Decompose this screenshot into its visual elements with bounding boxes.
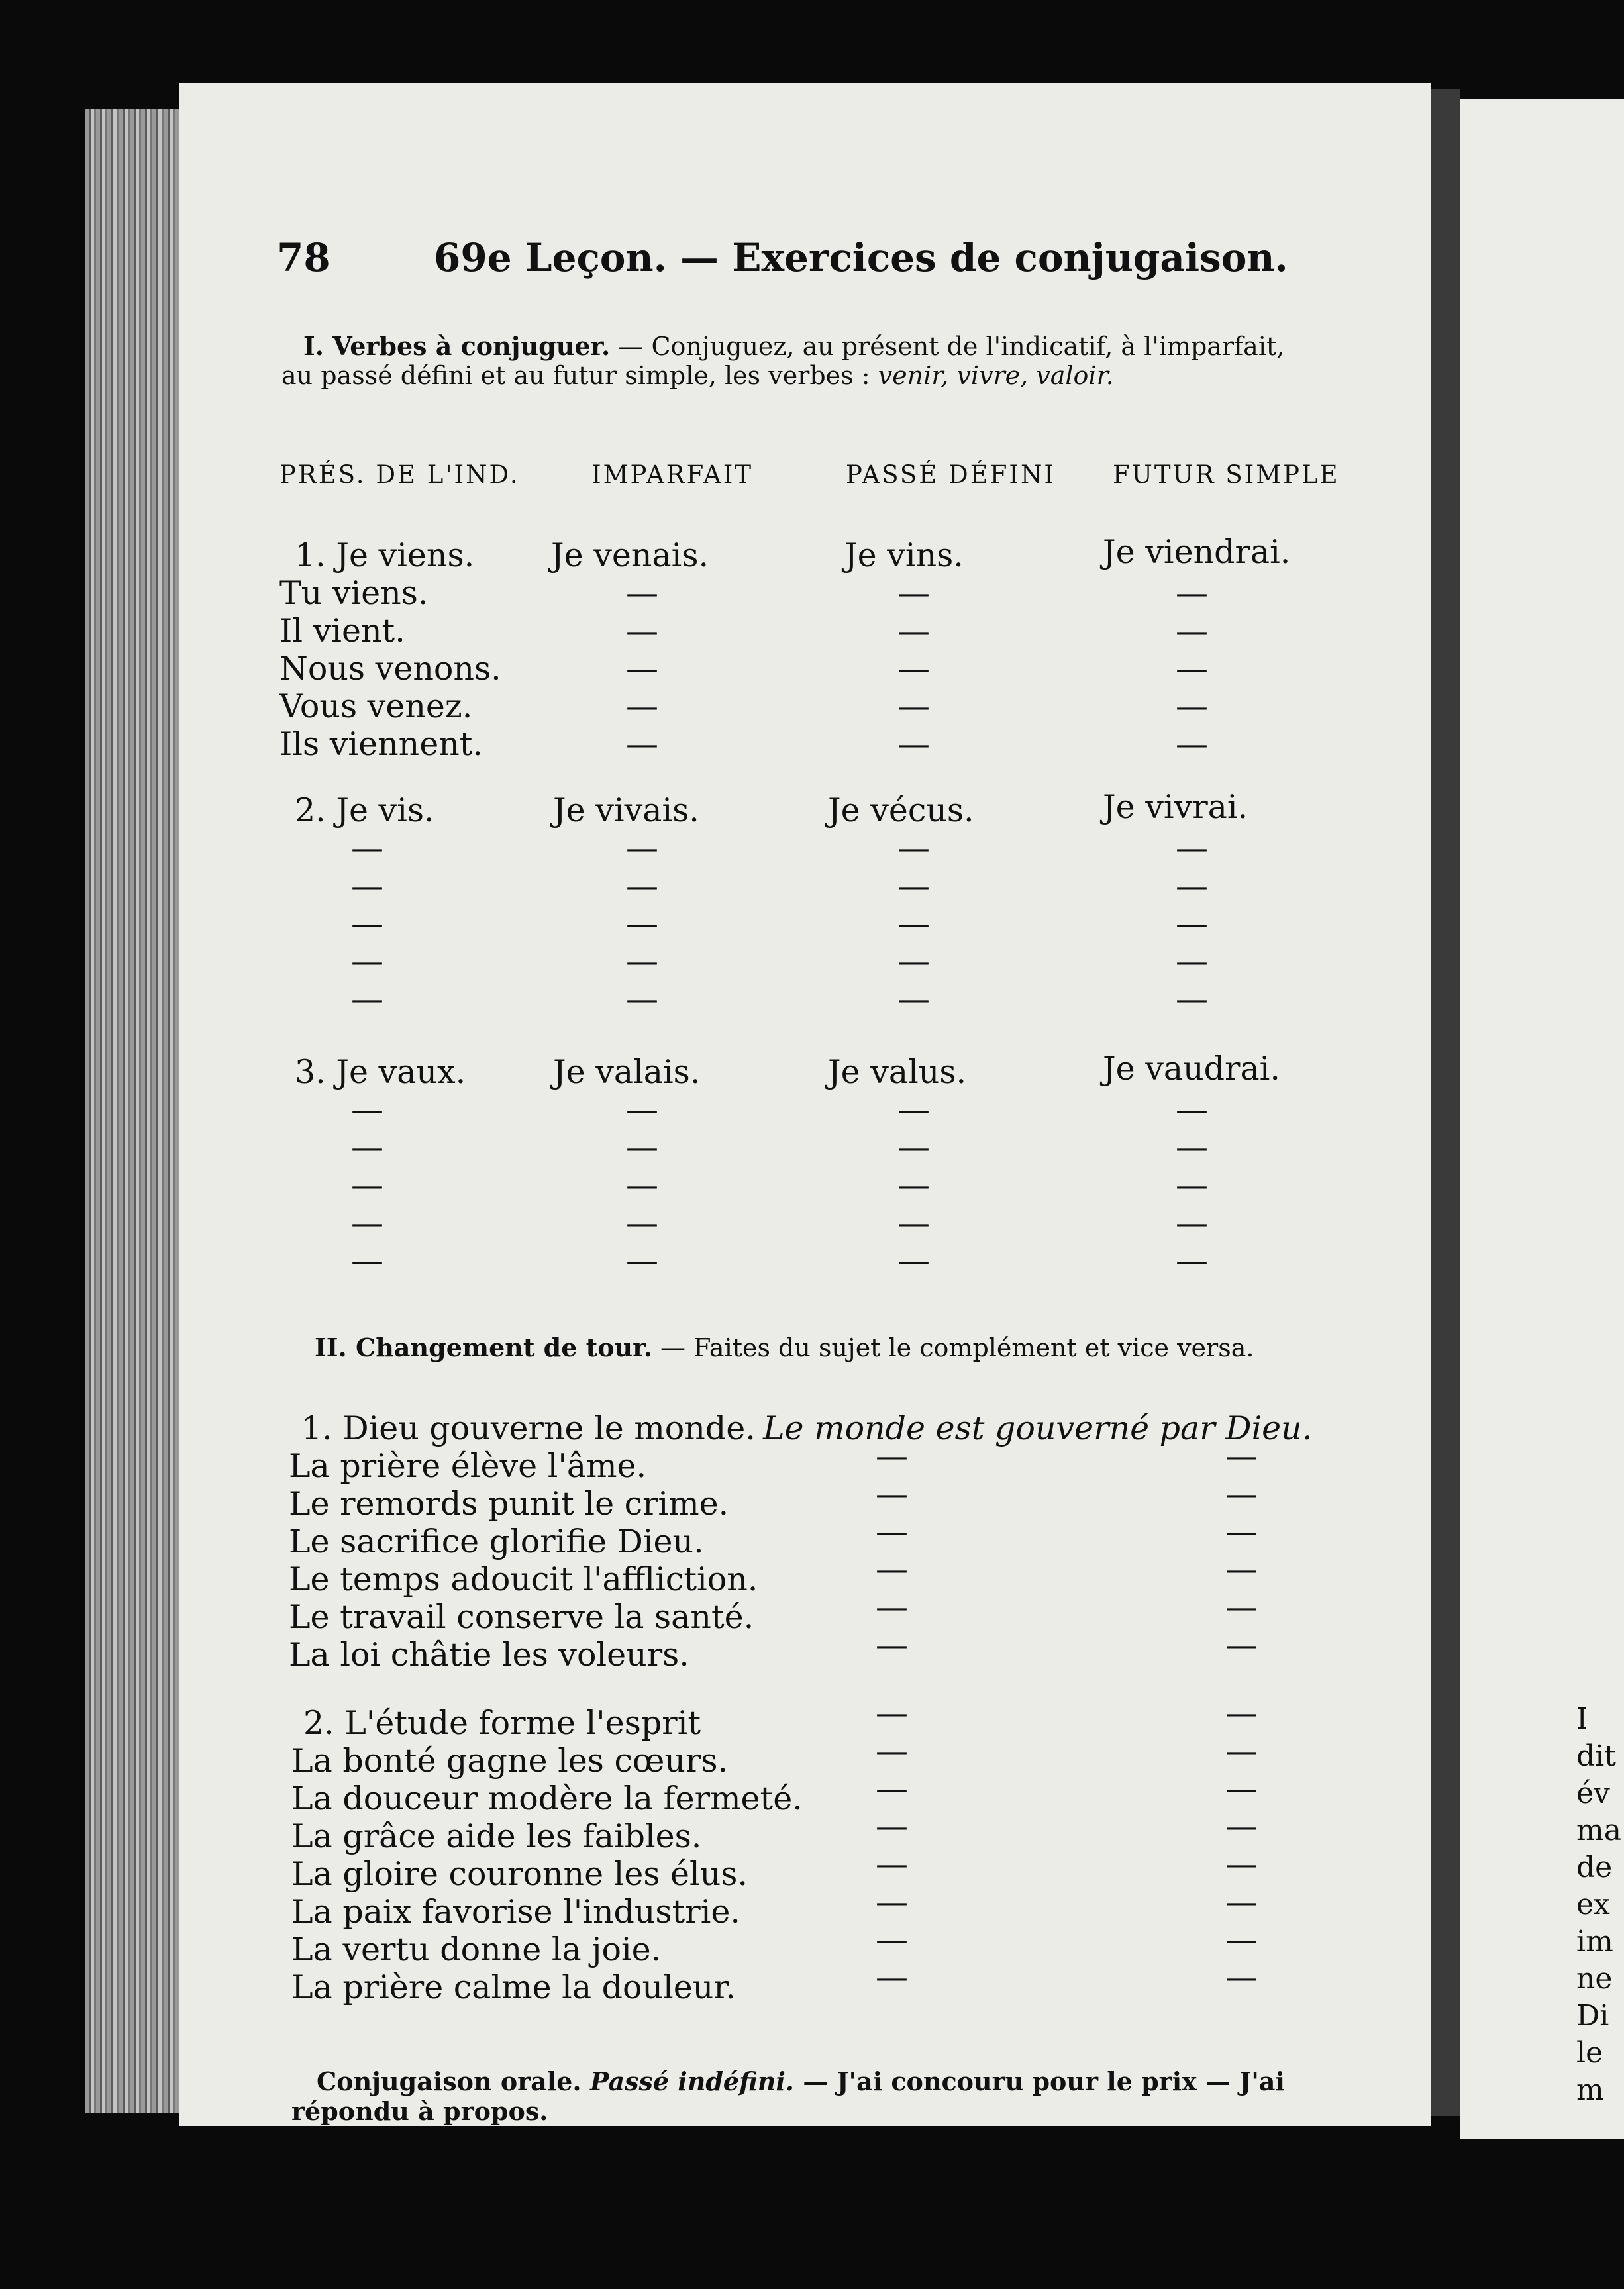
present-form: Vous venez.: [279, 687, 473, 725]
dash-placeholder: —: [876, 1845, 908, 1883]
dash-placeholder: —: [1176, 1091, 1208, 1129]
dash-placeholder: —: [897, 612, 930, 650]
exercise-sentence: Le temps adoucit l'affliction.: [289, 1560, 758, 1598]
oral-label: Conjugaison orale.: [317, 2066, 582, 2096]
exercise-sentence: Le remords punit le crime.: [289, 1485, 729, 1523]
exercise-sentence: La loi châtie les voleurs.: [289, 1636, 689, 1674]
exercise-sentence: Le travail conserve la santé.: [289, 1598, 754, 1636]
dash-placeholder: —: [1176, 725, 1208, 763]
present-form: —: [351, 829, 383, 867]
dash-placeholder: —: [1225, 1807, 1258, 1845]
dash-placeholder: —: [876, 1883, 908, 1921]
exercise-sentence: La douceur modère la fermeté.: [291, 1780, 803, 1817]
page-title: 69e Leçon. — Exercices de conjugaison.: [434, 235, 1288, 280]
dash-placeholder: —: [897, 687, 930, 725]
facing-page-word: ne: [1576, 1962, 1613, 1996]
dash-placeholder: —: [897, 1091, 930, 1129]
dash-placeholder: —: [876, 1732, 908, 1770]
dash-placeholder: —: [626, 1204, 658, 1242]
dash-placeholder: —: [897, 1242, 930, 1280]
section1-heading: I. Verbes à conjuguer.: [303, 331, 611, 361]
facing-page: [1460, 99, 1624, 2139]
dash-placeholder: —: [897, 650, 930, 687]
exercise-sentence: 2. L'étude forme l'esprit: [303, 1704, 701, 1742]
dash-placeholder: —: [897, 1166, 930, 1204]
dash-placeholder: —: [626, 1242, 658, 1280]
dash-placeholder: —: [1176, 980, 1208, 1018]
section1-instruction-line2: au passé défini et au futur simple, les verbes :: [281, 361, 870, 390]
section1-instruction-line1: — Conjuguez, au présent de l'indicatif, à l'imparfait,: [618, 332, 1285, 361]
dash-placeholder: —: [626, 1091, 658, 1129]
dash-placeholder: —: [1176, 829, 1208, 867]
imparfait-form: Je valais.: [553, 1053, 701, 1091]
section2-instruction: [315, 1333, 1254, 1362]
dash-placeholder: —: [1225, 1437, 1258, 1475]
facing-page-word: m: [1576, 2073, 1604, 2107]
present-form: —: [351, 1242, 383, 1280]
dash-placeholder: —: [1225, 1694, 1258, 1732]
dash-placeholder: —: [1225, 1513, 1258, 1551]
section2-instruction-text: — Faites du sujet le complément et vice versa.: [660, 1333, 1254, 1362]
section1-instruction: [303, 331, 1284, 361]
dash-placeholder: —: [626, 829, 658, 867]
dash-placeholder: —: [876, 1475, 908, 1513]
passe-defini-form: Je vécus.: [828, 791, 974, 829]
present-form: —: [351, 1204, 383, 1242]
facing-page-word: ma: [1576, 1813, 1621, 1847]
dash-placeholder: —: [876, 1958, 908, 1996]
dash-placeholder: —: [1176, 1129, 1208, 1166]
exercise-sentence-first: 1. Dieu gouverne le monde.: [301, 1409, 756, 1447]
present-form: 1. Je viens.: [295, 536, 475, 574]
imparfait-form: Je vivais.: [553, 791, 699, 829]
present-form: 2. Je vis.: [295, 791, 434, 829]
dash-placeholder: —: [897, 867, 930, 905]
present-form: Nous venons.: [279, 650, 501, 687]
dash-placeholder: —: [1176, 612, 1208, 650]
oral-line-1: [317, 2066, 1285, 2096]
facing-page-word: im: [1576, 1925, 1613, 1958]
dash-placeholder: —: [897, 905, 930, 942]
present-form: —: [351, 980, 383, 1018]
dash-placeholder: —: [876, 1551, 908, 1588]
present-form: Il vient.: [279, 612, 405, 650]
dash-placeholder: —: [626, 867, 658, 905]
facing-page-word: ex: [1576, 1888, 1610, 1921]
dash-placeholder: —: [1225, 1732, 1258, 1770]
futur-simple-form: Je vivrai.: [1103, 788, 1248, 826]
dash-placeholder: —: [1225, 1770, 1258, 1807]
facing-page-word: év: [1576, 1776, 1610, 1810]
facing-page-word: dit: [1576, 1739, 1616, 1773]
present-form: Ils viennent.: [279, 725, 483, 763]
dash-placeholder: —: [876, 1588, 908, 1626]
dash-placeholder: —: [876, 1921, 908, 1958]
page-number: 78: [277, 235, 330, 280]
dash-placeholder: —: [876, 1437, 908, 1475]
dash-placeholder: —: [1176, 650, 1208, 687]
column-heading-futur: FUTUR SIMPLE: [1113, 460, 1340, 489]
present-form: 3. Je vaux.: [295, 1053, 466, 1091]
facing-page-word: de: [1576, 1851, 1613, 1884]
book-page-edges: [85, 109, 184, 2113]
exercise-sentence: Le sacrifice glorifie Dieu.: [289, 1523, 704, 1560]
dash-placeholder: —: [876, 1513, 908, 1551]
dash-placeholder: —: [1176, 687, 1208, 725]
dash-placeholder: —: [626, 612, 658, 650]
passe-defini-form: Je vins.: [844, 536, 964, 574]
present-form: —: [351, 1129, 383, 1166]
dash-placeholder: —: [1176, 1204, 1208, 1242]
section1-instruction-2: [281, 361, 1114, 390]
dash-placeholder: —: [626, 1166, 658, 1204]
exercise-sentence: La bonté gagne les cœurs.: [291, 1742, 729, 1780]
exercise-sentence: La grâce aide les faibles.: [291, 1817, 702, 1855]
dash-placeholder: —: [1225, 1551, 1258, 1588]
exercise-sentence: La gloire couronne les élus.: [291, 1855, 748, 1893]
facing-page-word: Di: [1576, 1999, 1609, 2033]
dash-placeholder: —: [626, 574, 658, 612]
oral-line-2: répondu à propos.: [291, 2096, 548, 2126]
facing-page-word: I: [1576, 1702, 1588, 1736]
passe-defini-form: Je valus.: [828, 1053, 967, 1091]
exercise-sentence: La prière calme la douleur.: [291, 1968, 736, 2006]
present-form: —: [351, 1166, 383, 1204]
column-heading-imparfait: IMPARFAIT: [591, 460, 754, 489]
dash-placeholder: —: [1225, 1626, 1258, 1664]
dash-placeholder: —: [897, 942, 930, 980]
exercise-sentence: La prière élève l'âme.: [289, 1447, 647, 1485]
dash-placeholder: —: [876, 1694, 908, 1732]
dash-placeholder: —: [876, 1807, 908, 1845]
dash-placeholder: —: [1225, 1845, 1258, 1883]
dash-placeholder: —: [1176, 867, 1208, 905]
dash-placeholder: —: [1176, 1166, 1208, 1204]
dash-placeholder: —: [626, 725, 658, 763]
section2-heading: II. Changement de tour.: [315, 1333, 652, 1362]
imparfait-form: Je venais.: [551, 536, 709, 574]
exercise-answer-example: Le monde est gouverné par Dieu.: [763, 1409, 1313, 1447]
dash-placeholder: —: [1176, 1242, 1208, 1280]
present-form: —: [351, 942, 383, 980]
book-spine: [1431, 89, 1460, 2116]
dash-placeholder: —: [897, 980, 930, 1018]
dash-placeholder: —: [626, 1129, 658, 1166]
dash-placeholder: —: [626, 650, 658, 687]
dash-placeholder: —: [1176, 905, 1208, 942]
oral-text-1: — J'ai concouru pour le prix — J'ai: [803, 2066, 1285, 2096]
column-heading-passe: PASSÉ DÉFINI: [846, 460, 1056, 489]
present-form: —: [351, 1091, 383, 1129]
futur-simple-form: Je vaudrai.: [1103, 1050, 1280, 1088]
dash-placeholder: —: [1176, 942, 1208, 980]
present-form: —: [351, 905, 383, 942]
present-form: —: [351, 867, 383, 905]
present-form: Tu viens.: [279, 574, 429, 612]
futur-simple-form: Je viendrai.: [1103, 533, 1291, 571]
dash-placeholder: —: [1225, 1921, 1258, 1958]
dash-placeholder: —: [626, 980, 658, 1018]
dash-placeholder: —: [1176, 574, 1208, 612]
dash-placeholder: —: [626, 905, 658, 942]
dash-placeholder: —: [876, 1626, 908, 1664]
dash-placeholder: —: [1225, 1475, 1258, 1513]
exercise-sentence: La vertu donne la joie.: [291, 1931, 662, 1968]
dash-placeholder: —: [897, 829, 930, 867]
facing-page-word: le: [1576, 2036, 1603, 2070]
dash-placeholder: —: [897, 1129, 930, 1166]
dash-placeholder: —: [1225, 1958, 1258, 1996]
dash-placeholder: —: [876, 1770, 908, 1807]
exercise-sentence: La paix favorise l'industrie.: [291, 1893, 740, 1931]
dash-placeholder: —: [1225, 1883, 1258, 1921]
dash-placeholder: —: [626, 942, 658, 980]
dash-placeholder: —: [897, 725, 930, 763]
dash-placeholder: —: [897, 574, 930, 612]
dash-placeholder: —: [1225, 1588, 1258, 1626]
section1-verbs: venir, vivre, valoir.: [878, 361, 1114, 390]
oral-tense: Passé indéfini.: [589, 2066, 794, 2096]
column-heading-present: PRÉS. DE L'IND.: [279, 460, 520, 489]
dash-placeholder: —: [626, 687, 658, 725]
dash-placeholder: —: [897, 1204, 930, 1242]
